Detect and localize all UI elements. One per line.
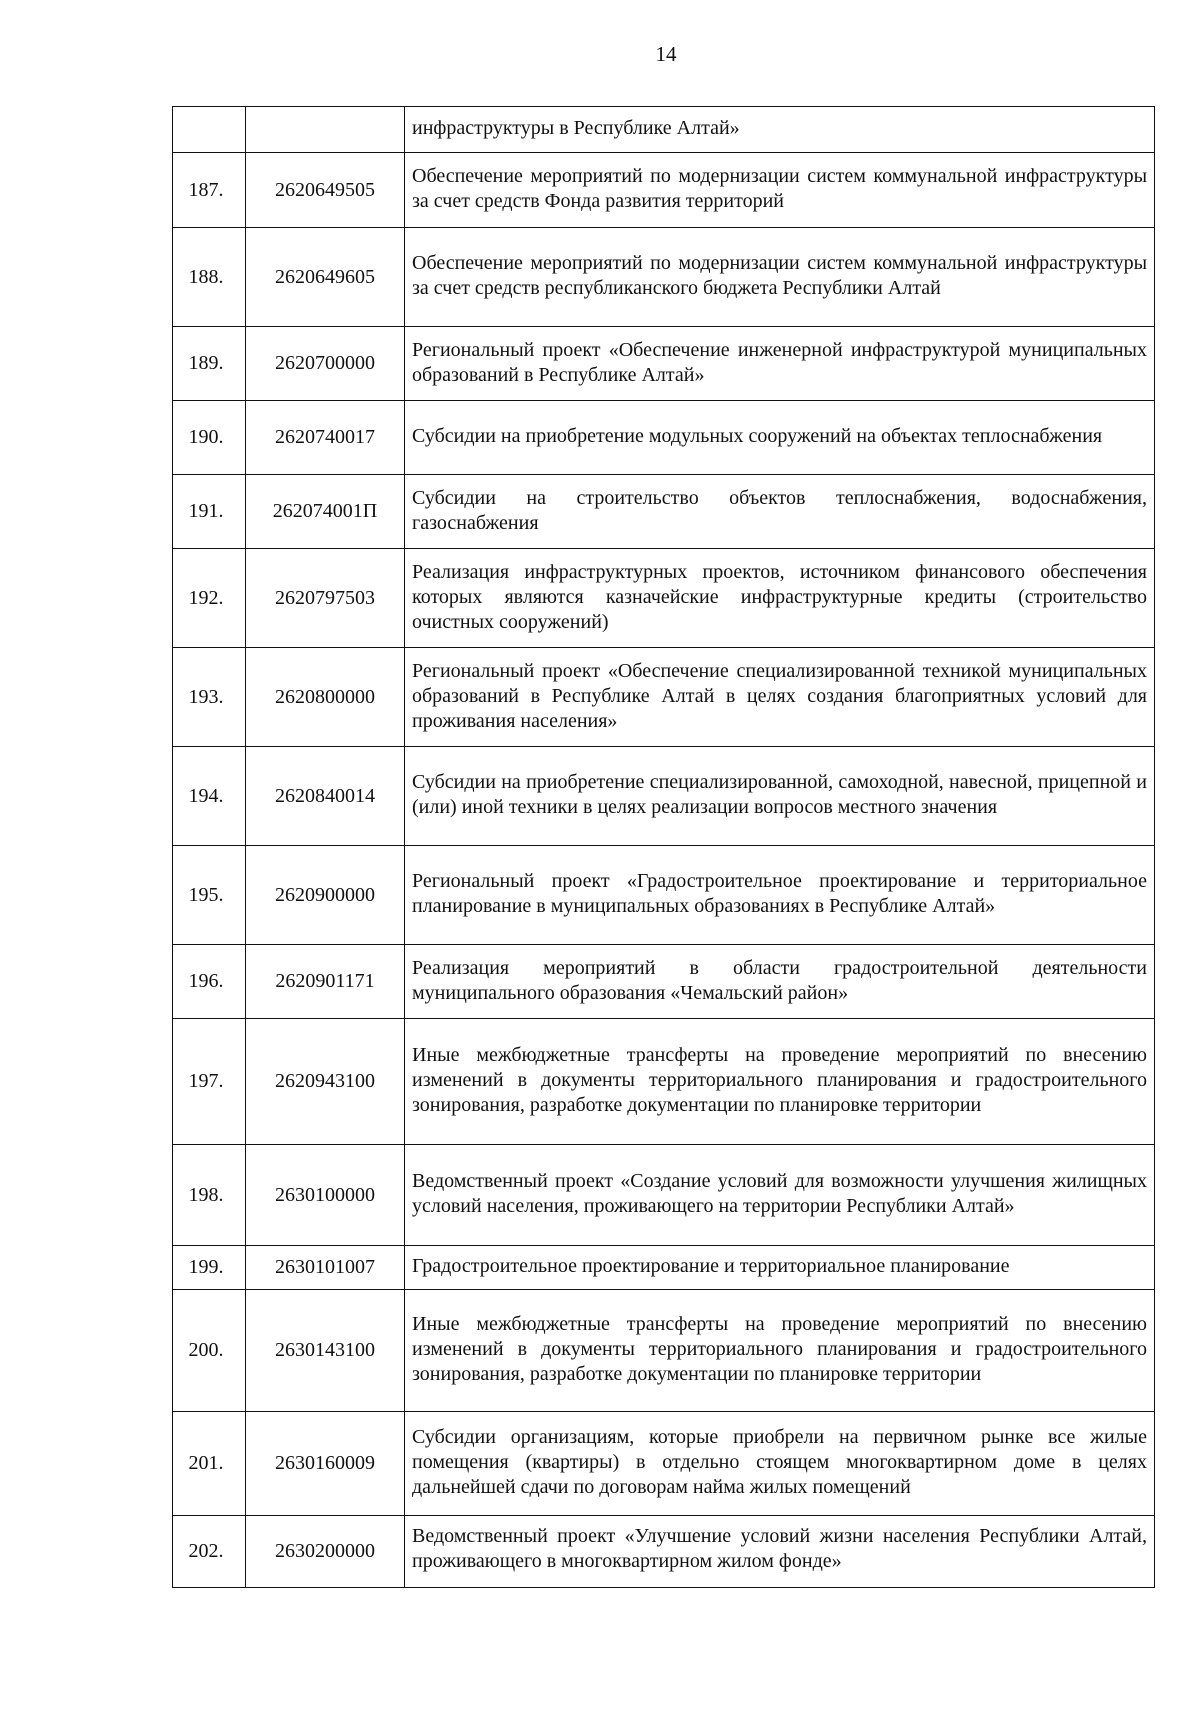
- table-row: [173, 1019, 1155, 1145]
- row-code: 262074001П: [246, 475, 405, 549]
- row-number: 200.: [173, 1290, 246, 1412]
- row-name: Ведомственный проект «Создание условий для возможности улучшения жилищных условий населения, проживающего на территории Республики Алтай»: [405, 1145, 1155, 1246]
- table-row: [173, 327, 1155, 401]
- row-number: 187.: [173, 153, 246, 228]
- row-name: Субсидии на приобретение модульных сооружений на объектах теплоснабжения: [405, 401, 1155, 475]
- row-number: 191.: [173, 475, 246, 549]
- row-code: 2620740017: [246, 401, 405, 475]
- row-name: Иные межбюджетные трансферты на проведение мероприятий по внесению изменений в документы территориального планирования и градостроительного зонирования, разработке документации по планировке территории: [405, 1290, 1155, 1412]
- row-name: Субсидии организациям, которые приобрели на первичном рынке все жилые помещения (квартиры) в отдельно стоящем многоквартирном доме в целях дальнейшей сдачи по договорам найма жилых помещений: [405, 1412, 1155, 1516]
- table-row: [173, 1516, 1155, 1588]
- page-number: 14: [655, 42, 677, 66]
- table-row: [173, 1145, 1155, 1246]
- row-code: 2620901171: [246, 945, 405, 1019]
- row-number: 194.: [173, 747, 246, 846]
- row-name: Обеспечение мероприятий по модернизации систем коммунальной инфраструктуры за счет средств Фонда развития территорий: [405, 153, 1155, 228]
- row-number: 192.: [173, 549, 246, 648]
- table-row: [173, 153, 1155, 228]
- budget-codes-table: [172, 106, 1155, 1588]
- row-code: 2620700000: [246, 327, 405, 401]
- row-name: Иные межбюджетные трансферты на проведение мероприятий по внесению изменений в документы территориального планирования и градостроительного зонирования, разработке документации по планировке территории: [405, 1019, 1155, 1145]
- row-code: 2630200000: [246, 1516, 405, 1588]
- row-name: Реализация инфраструктурных проектов, источником финансового обеспечения которых являются казначейские инфраструктурные кредиты (строительство очистных сооружений): [405, 549, 1155, 648]
- table-row: [173, 1412, 1155, 1516]
- row-name: инфраструктуры в Республике Алтай»: [405, 107, 1155, 153]
- row-code: 2630100000: [246, 1145, 405, 1246]
- table-row: [173, 846, 1155, 945]
- row-code: [246, 107, 405, 153]
- row-number: 202.: [173, 1516, 246, 1588]
- table-row: [173, 475, 1155, 549]
- row-code: 2620900000: [246, 846, 405, 945]
- row-number: 199.: [173, 1246, 246, 1290]
- row-code: 2620943100: [246, 1019, 405, 1145]
- row-number: 198.: [173, 1145, 246, 1246]
- table-row: [173, 1290, 1155, 1412]
- table-row: [173, 648, 1155, 747]
- row-number: 189.: [173, 327, 246, 401]
- row-name: Градостроительное проектирование и территориальное планирование: [405, 1246, 1155, 1290]
- row-number: 196.: [173, 945, 246, 1019]
- table-row: [173, 107, 1155, 153]
- row-code: 2630101007: [246, 1246, 405, 1290]
- row-code: 2620800000: [246, 648, 405, 747]
- table-row: [173, 549, 1155, 648]
- row-number: 195.: [173, 846, 246, 945]
- row-code: 2620840014: [246, 747, 405, 846]
- row-code: 2620649505: [246, 153, 405, 228]
- table-row: [173, 228, 1155, 327]
- row-code: 2620797503: [246, 549, 405, 648]
- row-number: 188.: [173, 228, 246, 327]
- row-number: [173, 107, 246, 153]
- table-row: [173, 1246, 1155, 1290]
- row-code: 2630143100: [246, 1290, 405, 1412]
- row-number: 193.: [173, 648, 246, 747]
- table-row: [173, 401, 1155, 475]
- table-row: [173, 747, 1155, 846]
- row-number: 190.: [173, 401, 246, 475]
- table-row: [173, 945, 1155, 1019]
- row-name: Региональный проект «Обеспечение специализированной техникой муниципальных образований в Республике Алтай в целях создания благоприятных условий для проживания населения»: [405, 648, 1155, 747]
- row-name: Субсидии на приобретение специализированной, самоходной, навесной, прицепной и (или) иной техники в целях реализации вопросов местного значения: [405, 747, 1155, 846]
- row-code: 2630160009: [246, 1412, 405, 1516]
- row-number: 201.: [173, 1412, 246, 1516]
- row-name: Субсидии на строительство объектов теплоснабжения, водоснабжения, газоснабжения: [405, 475, 1155, 549]
- row-name: Ведомственный проект «Улучшение условий жизни населения Республики Алтай, проживающего в многоквартирном жилом фонде»: [405, 1516, 1155, 1588]
- row-code: 2620649605: [246, 228, 405, 327]
- row-name: Реализация мероприятий в области градостроительной деятельности муниципального образования «Чемальский район»: [405, 945, 1155, 1019]
- row-name: Обеспечение мероприятий по модернизации систем коммунальной инфраструктуры за счет средств республиканского бюджета Республики Алтай: [405, 228, 1155, 327]
- row-name: Региональный проект «Обеспечение инженерной инфраструктурой муниципальных образований в Республике Алтай»: [405, 327, 1155, 401]
- row-name: Региональный проект «Градостроительное проектирование и территориальное планирование в муниципальных образованиях в Республике Алтай»: [405, 846, 1155, 945]
- row-number: 197.: [173, 1019, 246, 1145]
